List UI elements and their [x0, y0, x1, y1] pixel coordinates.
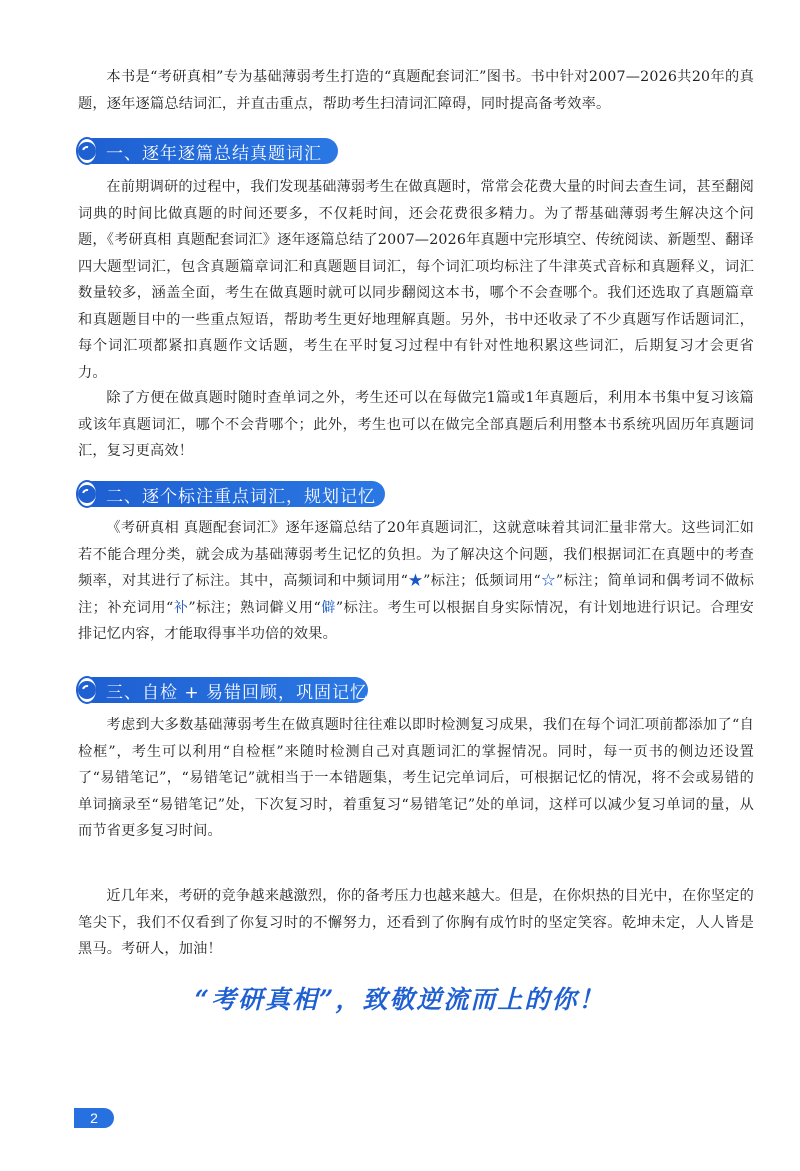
- section-2-paragraph-1: 《考研真相 真题配套词汇》逐年逐篇总结了20年真题词汇，这就意味着其词汇量非常大。这些词汇如若不能合理分类，就会成为基础薄弱考生记忆的负担。为了解决这个问题，我们根据词汇在真题中的考查频率，对其进行了标注。其中，高频词和中频词用“★”标注；低频词用“☆”标注；简单词和偶考词不做标注；补充词用“补”标注；熟词僻义用“僻”标注。考生可以根据自身实际情况，有计划地进行识记。合理安排记忆内容，才能取得事半功倍的效果。: [78, 520, 755, 642]
- section-title-2: 二、逐个标注重点词汇，规划记忆: [106, 486, 376, 507]
- magnifier-icon: [76, 480, 98, 508]
- rare-meaning-mark: 僻: [320, 599, 336, 616]
- supplement-mark: 补: [173, 599, 189, 616]
- section-heading-3: [80, 677, 368, 703]
- magnifier-icon: [76, 137, 98, 165]
- section-heading-1: [80, 138, 338, 164]
- closing-paragraph: 近几年来，考研的竞争越来越激烈，你的备考压力也越来越大。但是，在你炽热的目光中，在你坚定的笔尖下，我们不仅看到了你复习时的不懈努力，还看到了你胸有成竹时的坚定笑容。乾坤未定，人人皆是黑马。考研人，加油！: [78, 888, 754, 957]
- hollow-star-mark: ☆: [540, 573, 556, 589]
- section-3-paragraph-1: 考虑到大多数基础薄弱考生在做真题时往往难以即时检测复习成果，我们在每个词汇项前都添加了“自检框”，考生可以利用“自检框”来随时检测自己对真题词汇的掌握情况。同时，每一页书的侧边还设置了“易错笔记”，“易错笔记”就相当于一本错题集，考生记完单词后，可根据记忆的情况，将不会或易错的单词摘录至“易错笔记”处，下次复习时，着重复习“易错笔记”处的单词，这样可以减少复习单词的量，从而节省更多复习时间。: [78, 717, 754, 839]
- section-1-paragraph-2: 除了方便在做真题时随时查单词之外，考生还可以在每做完1篇或1年真题后，利用本书集中复习该篇或该年真题词汇，哪个不会背哪个；此外，考生也可以在做完全部真题后利用整本书系统巩固历年真题词汇，复习更高效！: [78, 390, 754, 459]
- section-heading-2: [80, 481, 385, 507]
- star-mark: ★: [408, 573, 424, 589]
- section-title-1: 一、逐年逐篇总结真题词汇: [106, 143, 322, 164]
- intro-paragraph: 本书是“考研真相”专为基础薄弱考生打造的“真题配套词汇”图书。书中针对2007—2026共20年的真题，逐年逐篇总结词汇，并直击重点，帮助考生扫清词汇障碍，同时提高备考效率。: [78, 69, 754, 112]
- section-title-3: 三、自检 + 易错回顾，巩固记忆: [106, 682, 369, 703]
- magnifier-icon: [76, 676, 98, 704]
- page-number: 2: [74, 1108, 114, 1128]
- section-1-paragraph-1: 在前期调研的过程中，我们发现基础薄弱考生在做真题时，常常会花费大量的时间去查生词，甚至翻阅词典的时间比做真题的时间还要多，不仅耗时间，还会花费很多精力。为了帮基础薄弱考生解决这个问题，《考研真相 真题配套词汇》逐年逐篇总结了2007—2026年真题中完形填空、传统阅读、新题型、翻译四大题型词汇，包含真题篇章词汇和真题题目词汇，每个词汇项均标注了牛津英式音标和真题释义，词汇数量较多，涵盖全面，考生在做真题时就可以同步翻阅这本书，哪个不会查哪个。我们还选取了真题篇章和真题题目中的一些重点短语，帮助考生更好地理解真题。另外，书中还收录了不少真题写作话题词汇，每个词汇项都紧扣真题作文话题，考生在平时复习过程中有针对性地积累这些词汇，后期复习才会更省力。: [78, 179, 754, 381]
- slogan: “考研真相”，致敬逆流而上的你！: [194, 985, 606, 1014]
